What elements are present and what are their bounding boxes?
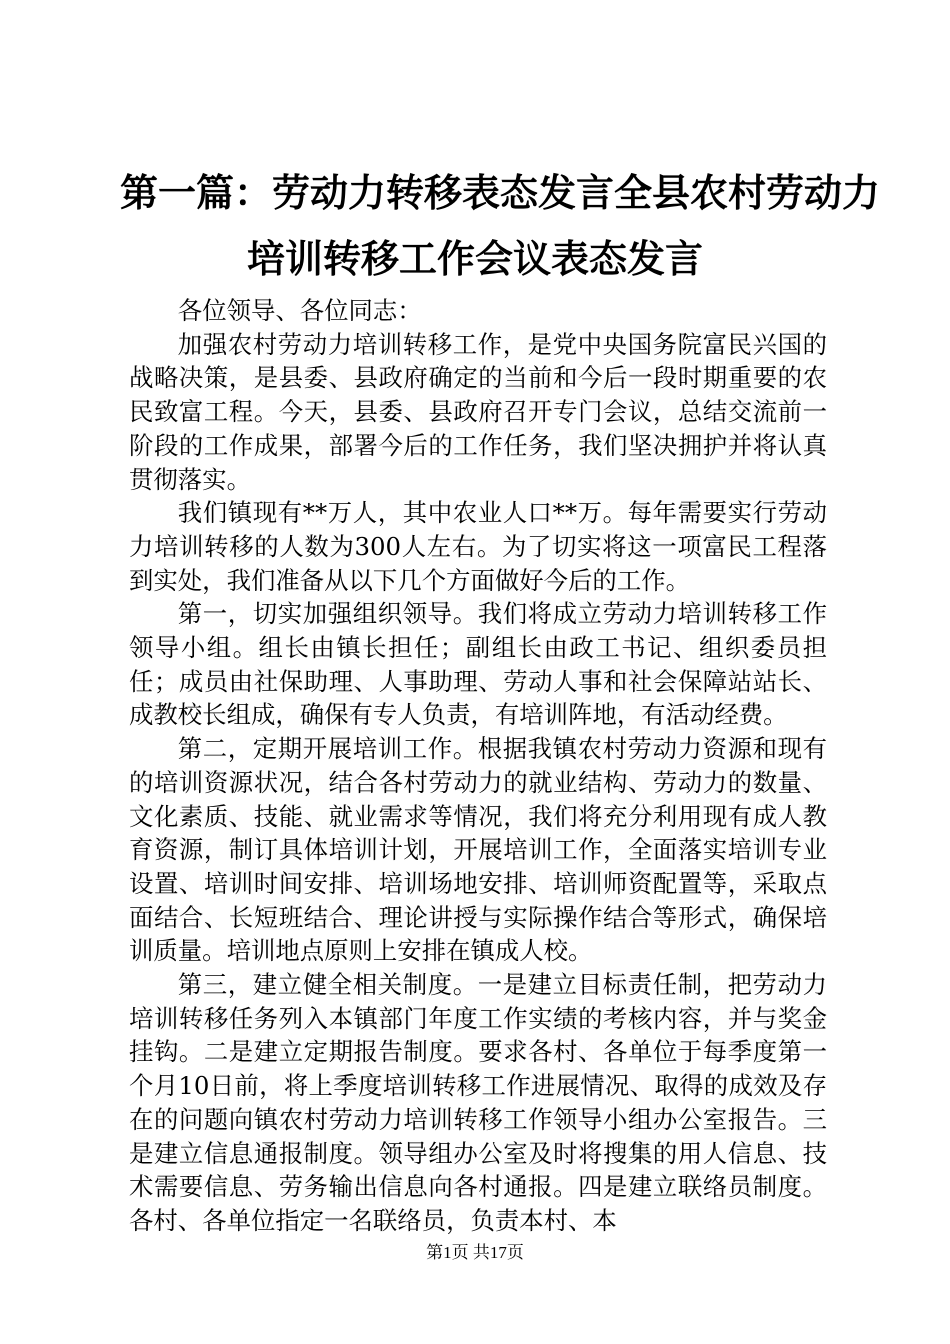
paragraph: 加强农村劳动力培训转移工作，是党中央国务院富民兴国的战略决策，是县委、县政府确定的当前和今后一段时期重要的农民致富工程。今天，县委、县政府召开专门会议，总结交流前一阶段的工作成果，部署今后的工作任务，我们坚决拥护并将认真贯彻落实。	[129, 329, 827, 494]
title-line-1: 第一篇：劳动力转移表态发言全县农村劳动力	[120, 170, 881, 215]
paragraph: 我们镇现有**万人，其中农业人口**万。每年需要实行劳动力培训转移的人数为300人左右。为了切实将这一项富民工程落到实处，我们准备从以下几个方面做好今后的工作。	[129, 498, 827, 595]
document-body	[129, 294, 827, 1238]
document-title	[120, 160, 881, 292]
page-footer: 第1页 共17页	[426, 1243, 524, 1262]
paragraph: 第三，建立健全相关制度。一是建立目标责任制，把劳动力培训转移任务列入本镇部门年度工作实绩的考核内容，并与奖金挂钩。二是建立定期报告制度。要求各村、各单位于每季度第一个月10日前，将上季度培训转移工作进展情况、取得的成效及存在的问题向镇农村劳动力培训转移工作领导小组办公室报告。三是建立信息通报制度。领导组办公室及时将搜集的用人信息、技术需要信息、劳务输出信息向各村通报。四是建立联络员制度。各村、各单位指定一名联络员，负责本村、本	[129, 970, 827, 1235]
salutation: 各位领导、各位同志：	[177, 296, 422, 325]
title-line-2: 培训转移工作会议表态发言	[246, 236, 703, 281]
paragraph: 第一，切实加强组织领导。我们将成立劳动力培训转移工作领导小组。组长由镇长担任；副组长由政工书记、组织委员担任；成员由社保助理、人事助理、劳动人事和社会保障站站长、成教校长组成，确保有专人负责，有培训阵地，有活动经费。	[129, 599, 827, 730]
paragraph: 第二，定期开展培训工作。根据我镇农村劳动力资源和现有的培训资源状况，结合各村劳动力的就业结构、劳动力的数量、文化素质、技能、就业需求等情况，我们将充分利用现有成人教育资源，制订具体培训计划，开展培训工作，全面落实培训专业设置、培训时间安排、培训场地安排、培训师资配置等，采取点面结合、长短班结合、理论讲授与实际操作结合等形式，确保培训质量。培训地点原则上安排在镇成人校。	[129, 734, 827, 966]
